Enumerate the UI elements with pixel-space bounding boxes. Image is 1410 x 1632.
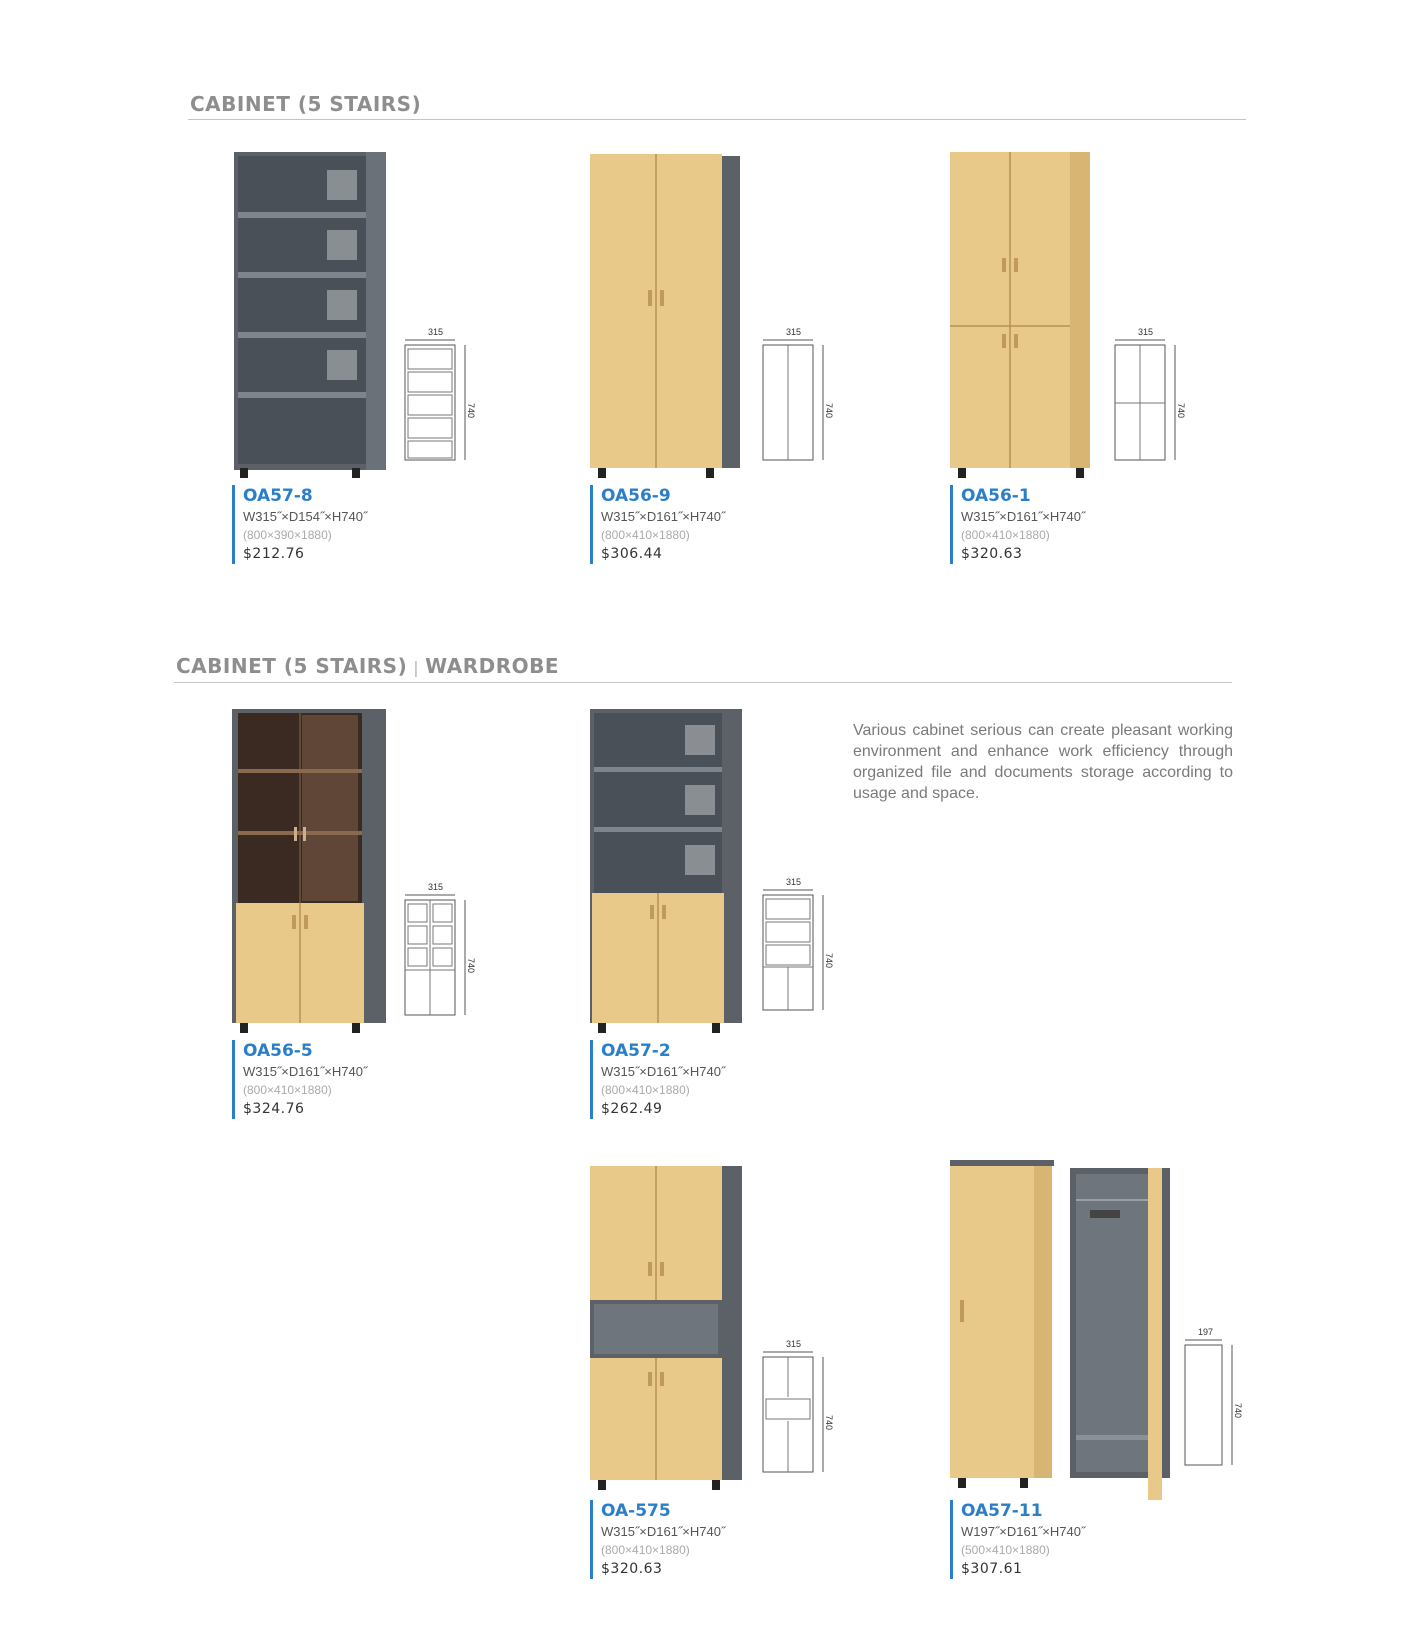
title-separator: |: [413, 658, 420, 677]
product-price: $262.49: [601, 1101, 663, 1117]
product-dims-inch: W197˝×D161˝×H740˝: [961, 1524, 1086, 1539]
product-description: Various cabinet serious can create pleasant working environment and enhance work efficiency through organized file and documents storage according to usage and space.: [853, 722, 1233, 802]
product-info: [950, 1500, 1085, 1579]
section-title-text: CABINET (5 STAIRS): [190, 92, 422, 116]
width-label: 315: [786, 1339, 802, 1349]
product-info: [232, 1040, 367, 1119]
product-photo: [232, 705, 402, 1040]
product-price: $306.44: [601, 546, 663, 562]
section-title-2: [176, 654, 559, 678]
product-code: OA-575: [601, 1501, 671, 1521]
height-label: 740: [824, 1415, 834, 1431]
width-label: 315: [428, 327, 444, 337]
product-code: OA56-1: [961, 486, 1031, 506]
product-dims-inch: W315˝×D161˝×H740˝: [243, 1064, 368, 1079]
product-photo: [232, 150, 402, 485]
height-label: 740: [466, 403, 476, 419]
height-label: 740: [1176, 403, 1186, 419]
dimension-diagram: [400, 325, 480, 465]
height-label: 740: [824, 403, 834, 419]
width-label: 315: [786, 327, 802, 337]
dimension-diagram: [1180, 1325, 1260, 1485]
product-price: $320.63: [961, 546, 1023, 562]
product-code: OA57-2: [601, 1041, 671, 1061]
product-info: [232, 485, 367, 564]
section-subtitle: WARDROBE: [425, 654, 560, 678]
product-dims-inch: W315˝×D161˝×H740˝: [601, 1524, 726, 1539]
height-label: 740: [1233, 1403, 1243, 1419]
product-card[interactable]: [950, 150, 1280, 620]
product-info: [590, 485, 725, 564]
dimension-diagram: [400, 880, 480, 1020]
width-label: 197: [1198, 1327, 1214, 1337]
product-photo: [590, 705, 760, 1040]
product-price: $212.76: [243, 546, 305, 562]
height-label: 740: [466, 958, 476, 974]
product-price: $307.61: [961, 1561, 1023, 1577]
product-photo: [590, 150, 760, 485]
section-title-text: CABINET (5 STAIRS): [176, 654, 408, 678]
product-photo: [590, 1162, 760, 1497]
product-dims-mm: (800×390×1880): [243, 528, 332, 542]
product-code: OA56-9: [601, 486, 671, 506]
product-card[interactable]: [950, 1160, 1280, 1630]
product-dims-inch: W315˝×D161˝×H740˝: [601, 509, 726, 524]
product-card[interactable]: [590, 150, 920, 620]
section-rule-1: [188, 119, 1246, 120]
dimension-diagram: [758, 325, 838, 465]
width-label: 315: [1138, 327, 1154, 337]
product-dims-mm: (500×410×1880): [961, 1543, 1050, 1557]
product-dims-mm: (800×410×1880): [961, 528, 1050, 542]
product-price: $320.63: [601, 1561, 663, 1577]
product-photo: [950, 150, 1120, 485]
product-info: [590, 1500, 725, 1579]
product-info: [590, 1040, 725, 1119]
product-code: OA57-8: [243, 486, 313, 506]
product-card[interactable]: [590, 1162, 920, 1632]
product-dims-mm: (800×410×1880): [601, 1083, 690, 1097]
product-code: OA57-11: [961, 1501, 1043, 1521]
product-dims-mm: (800×410×1880): [601, 528, 690, 542]
dimension-diagram: [758, 1337, 838, 1477]
section-title-1: [190, 92, 421, 116]
product-price: $324.76: [243, 1101, 305, 1117]
product-dims-inch: W315˝×D161˝×H740˝: [961, 509, 1086, 524]
height-label: 740: [824, 953, 834, 969]
product-dims-inch: W315˝×D161˝×H740˝: [601, 1064, 726, 1079]
width-label: 315: [786, 877, 802, 887]
dimension-diagram: [758, 875, 838, 1015]
product-card[interactable]: [232, 150, 562, 620]
product-dims-mm: (800×410×1880): [601, 1543, 690, 1557]
product-info: [950, 485, 1085, 564]
product-dims-mm: (800×410×1880): [243, 1083, 332, 1097]
product-code: OA56-5: [243, 1041, 313, 1061]
section-rule-2: [174, 682, 1232, 683]
product-dims-inch: W315˝×D154˝×H740˝: [243, 509, 368, 524]
product-card[interactable]: [232, 705, 562, 1175]
dimension-diagram: [1110, 325, 1190, 465]
width-label: 315: [428, 882, 444, 892]
product-photo: [950, 1160, 1190, 1500]
